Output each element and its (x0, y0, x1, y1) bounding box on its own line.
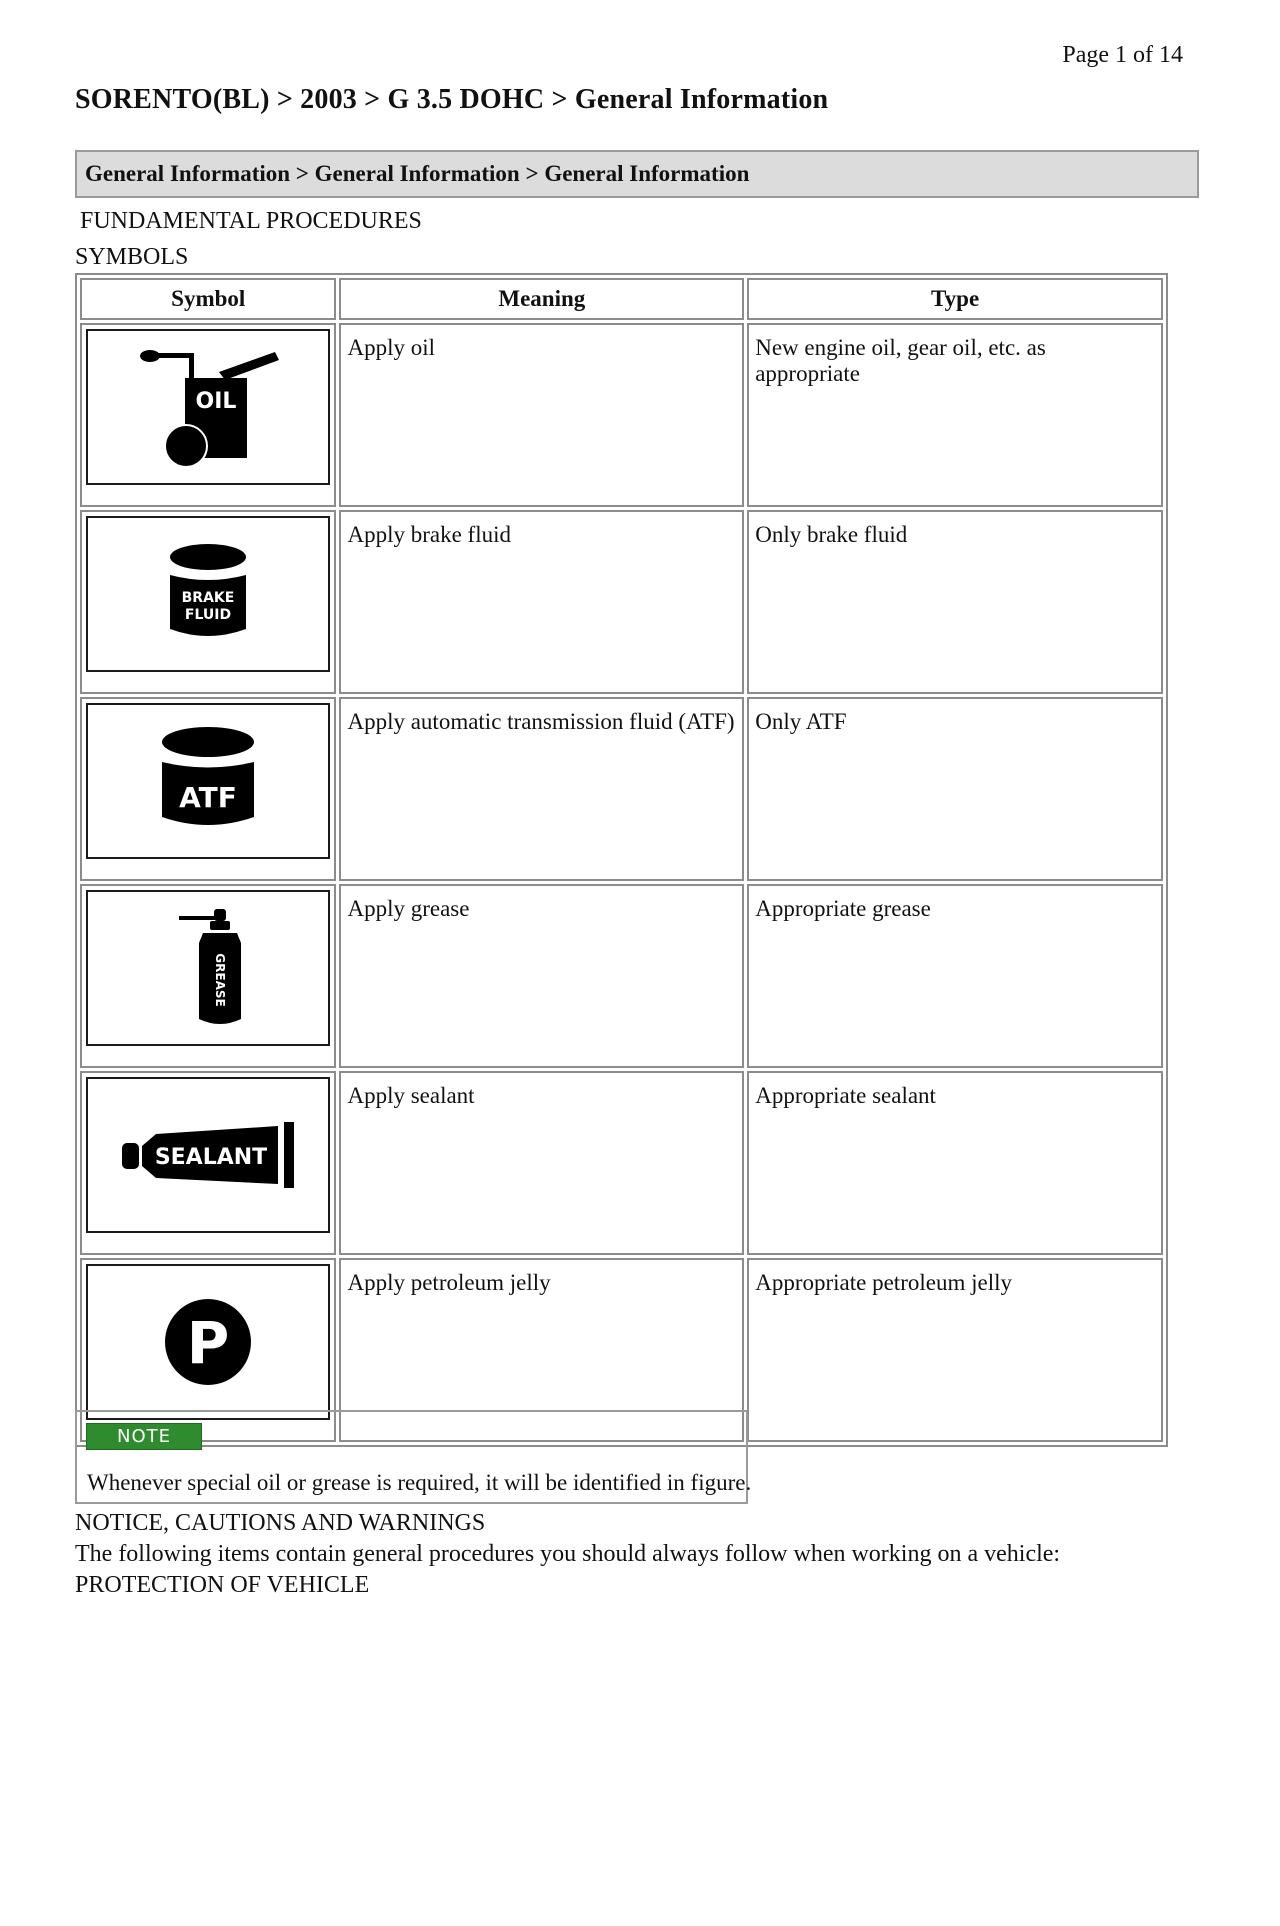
icon-frame (86, 1264, 330, 1420)
symbols-table (75, 273, 1168, 1447)
meaning-cell: Apply sealant (339, 1071, 744, 1255)
symbol-cell (80, 510, 336, 694)
type-cell: New engine oil, gear oil, etc. as appropriate (747, 323, 1163, 507)
type-cell: Only ATF (747, 697, 1163, 881)
petroleum-jelly-icon (163, 1297, 253, 1387)
meaning-cell: Apply automatic transmission fluid (ATF) (339, 697, 744, 881)
brake-icon-label-1: BRAKE (181, 590, 235, 606)
header-meaning: Meaning (339, 278, 744, 320)
atf-can-icon (153, 725, 263, 837)
symbol-cell (80, 323, 336, 507)
type-cell: Appropriate grease (747, 884, 1163, 1068)
atf-icon-label: ATF (179, 781, 237, 814)
header-symbol: Symbol (80, 278, 336, 320)
table-row (80, 697, 1163, 881)
oil-icon-label: OIL (195, 389, 237, 414)
section-symbols: SYMBOLS (75, 244, 189, 270)
notice-paragraph: The following items contain general procedures you should always follow when working on a vehicle: (75, 1541, 1061, 1567)
section-fundamental-procedures: FUNDAMENTAL PROCEDURES (80, 208, 422, 234)
page-title: SORENTO(BL) > 2003 > G 3.5 DOHC > General Information (75, 84, 829, 115)
section-protection-of-vehicle: PROTECTION OF VEHICLE (75, 1572, 370, 1598)
type-cell: Appropriate sealant (747, 1071, 1163, 1255)
sealant-icon-label: SEALANT (154, 1145, 268, 1170)
meaning-cell: Apply petroleum jelly (339, 1258, 744, 1442)
breadcrumb: General Information > General Information > General Information (75, 150, 1199, 198)
table-row (80, 1071, 1163, 1255)
symbol-cell (80, 884, 336, 1068)
meaning-cell: Apply brake fluid (339, 510, 744, 694)
symbol-cell (80, 697, 336, 881)
page-number: Page 1 of 14 (1062, 42, 1183, 68)
grease-icon-label: GREASE (213, 953, 227, 1007)
note-badge: NOTE (86, 1423, 202, 1450)
brake-icon-label-2: FLUID (184, 607, 232, 623)
header-type: Type (747, 278, 1163, 320)
meaning-cell: Apply oil (339, 323, 744, 507)
table-row (80, 323, 1163, 507)
petroleum-icon-label: P (186, 1309, 230, 1377)
brake-fluid-can-icon (163, 539, 253, 649)
icon-frame (86, 329, 330, 485)
type-cell: Appropriate petroleum jelly (747, 1258, 1163, 1442)
grease-gun-icon (173, 907, 243, 1029)
icon-frame (86, 516, 330, 672)
icon-frame (86, 1077, 330, 1233)
oil-can-icon (133, 342, 283, 472)
table-header-row (80, 278, 1163, 320)
sealant-tube-icon (118, 1120, 298, 1190)
note-box (75, 1410, 752, 1504)
note-text: Whenever special oil or grease is required, it will be identified in figure. (87, 1470, 752, 1495)
icon-frame (86, 703, 330, 859)
table-row (80, 510, 1163, 694)
icon-frame (86, 890, 330, 1046)
symbol-cell (80, 1071, 336, 1255)
meaning-cell: Apply grease (339, 884, 744, 1068)
section-notice-cautions-warnings: NOTICE, CAUTIONS AND WARNINGS (75, 1510, 486, 1536)
table-row (80, 884, 1163, 1068)
type-cell: Only brake fluid (747, 510, 1163, 694)
